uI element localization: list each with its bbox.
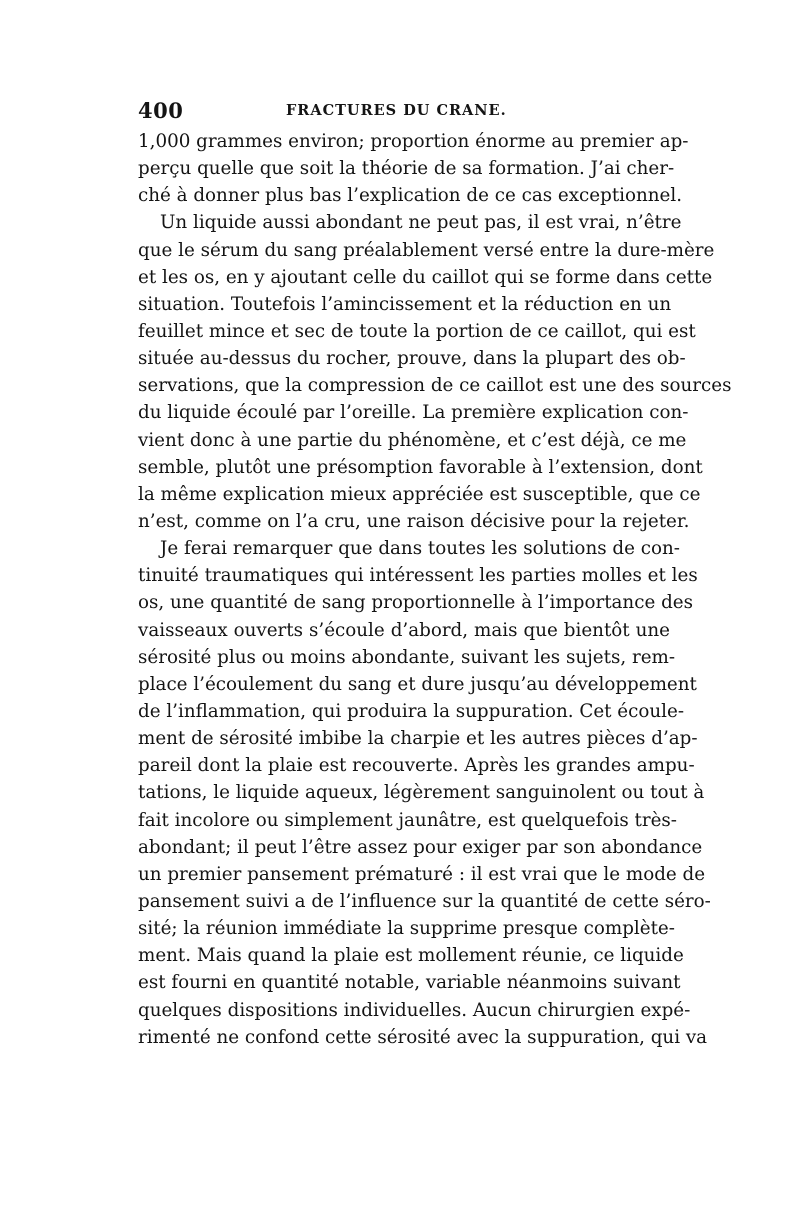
text-line: de l’inflammation, qui produira la suppuration. Cet écoule-: [138, 700, 684, 722]
page-number: 400: [138, 98, 184, 123]
page-header: [138, 98, 670, 128]
text-line: situation. Toutefois l’amincissement et la réduction en un: [138, 293, 672, 315]
text-line: ment de sérosité imbibe la charpie et les autres pièces d’ap-: [138, 728, 698, 750]
book-page: [138, 98, 732, 1051]
text-line: feuillet mince et sec de toute la portion de ce caillot, qui est: [138, 320, 696, 342]
text-line: perçu quelle que soit la théorie de sa formation. J’ai cher-: [138, 158, 675, 180]
text-line: semble, plutôt une présomption favorable à l’extension, dont: [138, 456, 703, 478]
body-text: [138, 128, 732, 1051]
text-line: du liquide écoulé par l’oreille. La première explication con-: [138, 402, 689, 424]
text-line: quelques dispositions individuelles. Aucun chirurgien expé-: [138, 999, 691, 1021]
text-line: place l’écoulement du sang et dure jusqu’au développement: [138, 673, 697, 695]
text-line: sité; la réunion immédiate la supprime presque complète-: [138, 918, 675, 940]
text-line: ment. Mais quand la plaie est mollement réunie, ce liquide: [138, 945, 684, 967]
text-line: sérosité plus ou moins abondante, suivant les sujets, rem-: [138, 646, 676, 668]
text-line: os, une quantité de sang proportionnelle à l’importance des: [138, 592, 693, 614]
text-line: servations, que la compression de ce caillot est une des sources: [138, 375, 732, 397]
text-line: ché à donner plus bas l’explication de ce cas exceptionnel.: [138, 185, 683, 207]
text-line: vaisseaux ouverts s’écoule d’abord, mais que bientôt une: [138, 619, 670, 641]
text-line: que le sérum du sang préalablement versé entre la dure-mère: [138, 239, 715, 261]
running-title: FRACTURES DU CRANE.: [286, 102, 507, 119]
text-line: Je ferai remarquer que dans toutes les solutions de con-: [160, 538, 680, 560]
text-line: Un liquide aussi abondant ne peut pas, il est vrai, n’être: [160, 212, 682, 234]
text-line: vient donc à une partie du phénomène, et c’est déjà, ce me: [138, 429, 687, 451]
text-line: située au-dessus du rocher, prouve, dans la plupart des ob-: [138, 348, 686, 370]
text-line: la même explication mieux appréciée est susceptible, que ce: [138, 483, 701, 505]
text-line: pareil dont la plaie est recouverte. Après les grandes ampu-: [138, 755, 695, 777]
text-line: pansement suivi a de l’influence sur la quantité de cette séro-: [138, 890, 711, 912]
text-line: n’est, comme on l’a cru, une raison décisive pour la rejeter.: [138, 510, 690, 532]
text-line: et les os, en y ajoutant celle du caillot qui se forme dans cette: [138, 266, 713, 288]
text-line: un premier pansement prématuré : il est vrai que le mode de: [138, 863, 706, 885]
text-line: 1,000 grammes environ; proportion énorme au premier ap-: [138, 131, 689, 152]
text-line: est fourni en quantité notable, variable néanmoins suivant: [138, 972, 681, 994]
text-line: abondant; il peut l’être assez pour exiger par son abondance: [138, 836, 703, 858]
text-line: tinuité traumatiques qui intéressent les parties molles et les: [138, 565, 698, 587]
text-line: rimenté ne confond cette sérosité avec la suppuration, qui va: [138, 1026, 708, 1048]
text-line: fait incolore ou simplement jaunâtre, est quelquefois très-: [138, 809, 677, 831]
text-line: tations, le liquide aqueux, légèrement sanguinolent ou tout à: [138, 782, 705, 804]
